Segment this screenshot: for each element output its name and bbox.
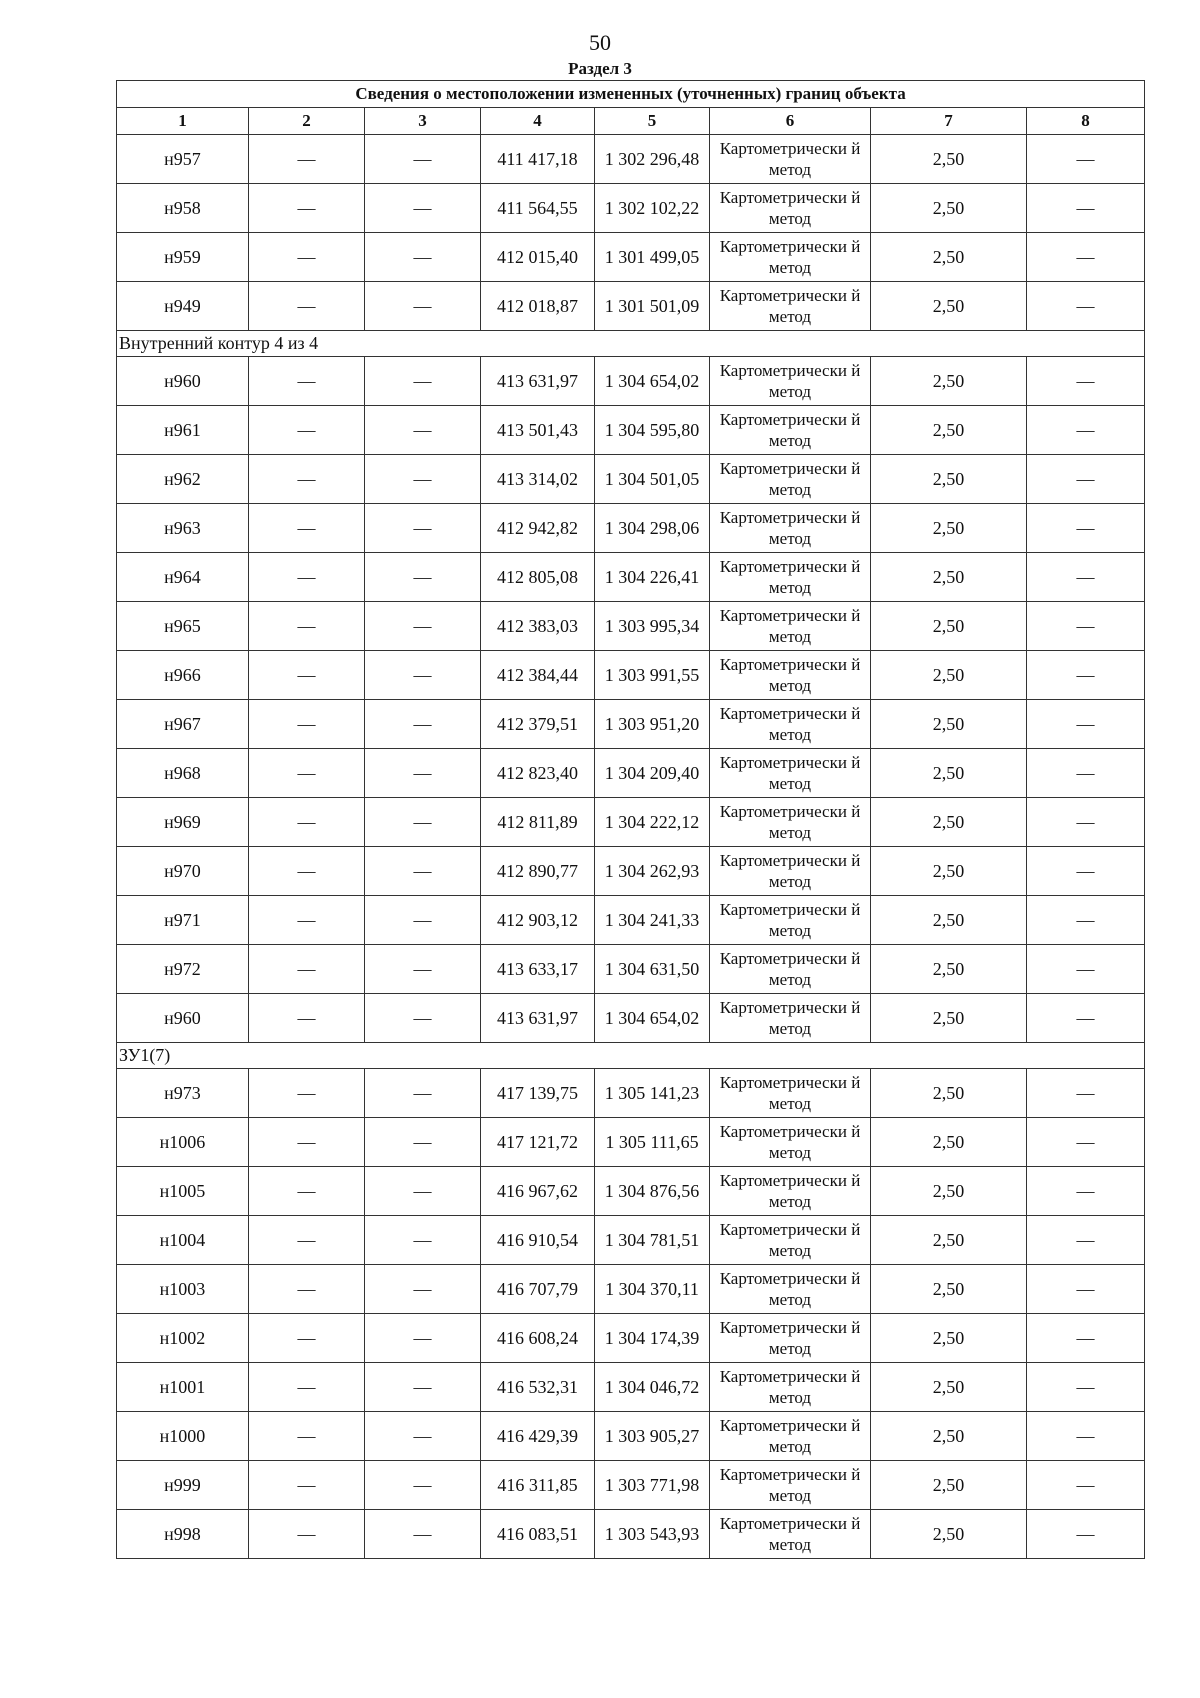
point-name: н964: [117, 553, 249, 602]
accuracy-cell: 2,50: [871, 700, 1027, 749]
method-cell: Картометрически й метод: [710, 847, 871, 896]
col-3-cell: —: [365, 135, 481, 184]
x-coordinate: 412 805,08: [481, 553, 595, 602]
table-row: [117, 1216, 1145, 1265]
x-coordinate: 413 631,97: [481, 357, 595, 406]
table-row: [117, 1118, 1145, 1167]
accuracy-cell: 2,50: [871, 1265, 1027, 1314]
col-8-cell: —: [1027, 282, 1145, 331]
col-8-cell: —: [1027, 602, 1145, 651]
table-row: [117, 233, 1145, 282]
table-row: [117, 406, 1145, 455]
col-3-cell: —: [365, 749, 481, 798]
point-name: н960: [117, 994, 249, 1043]
table-row: [117, 1069, 1145, 1118]
method-cell: Картометрически й метод: [710, 798, 871, 847]
x-coordinate: 412 018,87: [481, 282, 595, 331]
y-coordinate: 1 303 991,55: [595, 651, 710, 700]
y-coordinate: 1 302 296,48: [595, 135, 710, 184]
col-3-cell: —: [365, 1461, 481, 1510]
y-coordinate: 1 303 995,34: [595, 602, 710, 651]
x-coordinate: 412 823,40: [481, 749, 595, 798]
accuracy-cell: 2,50: [871, 406, 1027, 455]
accuracy-cell: 2,50: [871, 945, 1027, 994]
col-3-cell: —: [365, 945, 481, 994]
col-2-cell: —: [249, 233, 365, 282]
col-3-cell: —: [365, 1118, 481, 1167]
point-name: н1002: [117, 1314, 249, 1363]
col-2-cell: —: [249, 749, 365, 798]
point-name: н973: [117, 1069, 249, 1118]
x-coordinate: 416 707,79: [481, 1265, 595, 1314]
point-name: н1001: [117, 1363, 249, 1412]
col-3-cell: —: [365, 184, 481, 233]
y-coordinate: 1 304 046,72: [595, 1363, 710, 1412]
column-number-5: 5: [595, 108, 710, 135]
x-coordinate: 412 379,51: [481, 700, 595, 749]
method-cell: Картометрически й метод: [710, 1461, 871, 1510]
point-name: н1004: [117, 1216, 249, 1265]
method-cell: Картометрически й метод: [710, 135, 871, 184]
col-8-cell: —: [1027, 994, 1145, 1043]
method-cell: Картометрически й метод: [710, 1510, 871, 1559]
x-coordinate: 413 501,43: [481, 406, 595, 455]
col-2-cell: —: [249, 1216, 365, 1265]
contour-label: ЗУ1(7): [117, 1043, 1145, 1069]
x-coordinate: 412 903,12: [481, 896, 595, 945]
accuracy-cell: 2,50: [871, 602, 1027, 651]
y-coordinate: 1 304 241,33: [595, 896, 710, 945]
accuracy-cell: 2,50: [871, 1069, 1027, 1118]
x-coordinate: 416 910,54: [481, 1216, 595, 1265]
accuracy-cell: 2,50: [871, 651, 1027, 700]
accuracy-cell: 2,50: [871, 357, 1027, 406]
accuracy-cell: 2,50: [871, 1510, 1027, 1559]
accuracy-cell: 2,50: [871, 135, 1027, 184]
method-cell: Картометрически й метод: [710, 357, 871, 406]
col-3-cell: —: [365, 406, 481, 455]
col-8-cell: —: [1027, 896, 1145, 945]
col-3-cell: —: [365, 1314, 481, 1363]
y-coordinate: 1 303 543,93: [595, 1510, 710, 1559]
point-name: н963: [117, 504, 249, 553]
accuracy-cell: 2,50: [871, 1461, 1027, 1510]
col-8-cell: —: [1027, 553, 1145, 602]
accuracy-cell: 2,50: [871, 233, 1027, 282]
y-coordinate: 1 304 370,11: [595, 1265, 710, 1314]
x-coordinate: 416 608,24: [481, 1314, 595, 1363]
x-coordinate: 412 015,40: [481, 233, 595, 282]
col-3-cell: —: [365, 1363, 481, 1412]
col-2-cell: —: [249, 945, 365, 994]
method-cell: Картометрически й метод: [710, 945, 871, 994]
point-name: н999: [117, 1461, 249, 1510]
col-2-cell: —: [249, 406, 365, 455]
y-coordinate: 1 303 905,27: [595, 1412, 710, 1461]
x-coordinate: 411 564,55: [481, 184, 595, 233]
table-body: [117, 81, 1145, 1559]
method-cell: Картометрически й метод: [710, 651, 871, 700]
col-3-cell: —: [365, 282, 481, 331]
method-cell: Картометрически й метод: [710, 700, 871, 749]
y-coordinate: 1 304 501,05: [595, 455, 710, 504]
col-3-cell: —: [365, 1510, 481, 1559]
point-name: н962: [117, 455, 249, 504]
point-name: н949: [117, 282, 249, 331]
method-cell: Картометрически й метод: [710, 1216, 871, 1265]
y-coordinate: 1 305 111,65: [595, 1118, 710, 1167]
y-coordinate: 1 304 209,40: [595, 749, 710, 798]
method-cell: Картометрически й метод: [710, 994, 871, 1043]
method-cell: Картометрически й метод: [710, 504, 871, 553]
table-title: Сведения о местоположении измененных (уточненных) границ объекта: [117, 81, 1145, 108]
col-3-cell: —: [365, 553, 481, 602]
x-coordinate: 416 429,39: [481, 1412, 595, 1461]
col-8-cell: —: [1027, 233, 1145, 282]
col-3-cell: —: [365, 847, 481, 896]
y-coordinate: 1 304 595,80: [595, 406, 710, 455]
y-coordinate: 1 303 951,20: [595, 700, 710, 749]
col-2-cell: —: [249, 1510, 365, 1559]
y-coordinate: 1 305 141,23: [595, 1069, 710, 1118]
x-coordinate: 417 121,72: [481, 1118, 595, 1167]
col-3-cell: —: [365, 602, 481, 651]
x-coordinate: 412 384,44: [481, 651, 595, 700]
col-2-cell: —: [249, 602, 365, 651]
col-3-cell: —: [365, 357, 481, 406]
col-8-cell: —: [1027, 504, 1145, 553]
table-row: [117, 1314, 1145, 1363]
method-cell: Картометрически й метод: [710, 1069, 871, 1118]
x-coordinate: 416 967,62: [481, 1167, 595, 1216]
point-name: н968: [117, 749, 249, 798]
point-name: н971: [117, 896, 249, 945]
table-caption-row: [117, 81, 1145, 108]
y-coordinate: 1 304 631,50: [595, 945, 710, 994]
point-name: н961: [117, 406, 249, 455]
table-row: [117, 1461, 1145, 1510]
col-2-cell: —: [249, 1069, 365, 1118]
x-coordinate: 417 139,75: [481, 1069, 595, 1118]
col-3-cell: —: [365, 1216, 481, 1265]
coordinates-table: [116, 80, 1145, 1559]
table-row: [117, 504, 1145, 553]
x-coordinate: 413 314,02: [481, 455, 595, 504]
method-cell: Картометрически й метод: [710, 896, 871, 945]
method-cell: Картометрически й метод: [710, 602, 871, 651]
point-name: н1005: [117, 1167, 249, 1216]
col-3-cell: —: [365, 504, 481, 553]
point-name: н970: [117, 847, 249, 896]
accuracy-cell: 2,50: [871, 455, 1027, 504]
accuracy-cell: 2,50: [871, 1314, 1027, 1363]
table-row: [117, 357, 1145, 406]
accuracy-cell: 2,50: [871, 553, 1027, 602]
page-number: 50: [589, 30, 611, 55]
col-2-cell: —: [249, 896, 365, 945]
col-8-cell: —: [1027, 1314, 1145, 1363]
accuracy-cell: 2,50: [871, 749, 1027, 798]
point-name: н957: [117, 135, 249, 184]
col-8-cell: —: [1027, 1265, 1145, 1314]
column-number-2: 2: [249, 108, 365, 135]
y-coordinate: 1 302 102,22: [595, 184, 710, 233]
method-cell: Картометрически й метод: [710, 553, 871, 602]
accuracy-cell: 2,50: [871, 1167, 1027, 1216]
point-name: н969: [117, 798, 249, 847]
accuracy-cell: 2,50: [871, 184, 1027, 233]
col-8-cell: —: [1027, 798, 1145, 847]
column-number-3: 3: [365, 108, 481, 135]
table-row: [117, 135, 1145, 184]
col-8-cell: —: [1027, 945, 1145, 994]
table-row: [117, 1412, 1145, 1461]
col-8-cell: —: [1027, 357, 1145, 406]
col-2-cell: —: [249, 1461, 365, 1510]
method-cell: Картометрически й метод: [710, 1265, 871, 1314]
accuracy-cell: 2,50: [871, 798, 1027, 847]
point-name: н966: [117, 651, 249, 700]
col-8-cell: —: [1027, 749, 1145, 798]
y-coordinate: 1 304 876,56: [595, 1167, 710, 1216]
col-2-cell: —: [249, 994, 365, 1043]
point-name: н959: [117, 233, 249, 282]
table-row: [117, 896, 1145, 945]
col-2-cell: —: [249, 1363, 365, 1412]
point-name: н1006: [117, 1118, 249, 1167]
method-cell: Картометрически й метод: [710, 1412, 871, 1461]
column-number-6: 6: [710, 108, 871, 135]
col-8-cell: —: [1027, 135, 1145, 184]
point-name: н998: [117, 1510, 249, 1559]
col-2-cell: —: [249, 700, 365, 749]
column-number-row: [117, 108, 1145, 135]
x-coordinate: 416 083,51: [481, 1510, 595, 1559]
table-row: [117, 1265, 1145, 1314]
col-3-cell: —: [365, 1412, 481, 1461]
method-cell: Картометрически й метод: [710, 1363, 871, 1412]
table-row: [117, 282, 1145, 331]
col-8-cell: —: [1027, 455, 1145, 504]
col-2-cell: —: [249, 1167, 365, 1216]
col-3-cell: —: [365, 651, 481, 700]
table-row: [117, 700, 1145, 749]
y-coordinate: 1 304 222,12: [595, 798, 710, 847]
y-coordinate: 1 304 174,39: [595, 1314, 710, 1363]
accuracy-cell: 2,50: [871, 1412, 1027, 1461]
accuracy-cell: 2,50: [871, 504, 1027, 553]
point-name: н1000: [117, 1412, 249, 1461]
section-title: Раздел 3: [568, 59, 632, 78]
y-coordinate: 1 304 654,02: [595, 994, 710, 1043]
col-2-cell: —: [249, 1412, 365, 1461]
column-number-8: 8: [1027, 108, 1145, 135]
table-row: [117, 455, 1145, 504]
contour-label: Внутренний контур 4 из 4: [117, 331, 1145, 357]
table-row: [117, 1167, 1145, 1216]
accuracy-cell: 2,50: [871, 1216, 1027, 1265]
x-coordinate: 413 633,17: [481, 945, 595, 994]
table-row: [117, 1363, 1145, 1412]
col-3-cell: —: [365, 700, 481, 749]
col-2-cell: —: [249, 847, 365, 896]
point-name: н965: [117, 602, 249, 651]
col-3-cell: —: [365, 455, 481, 504]
col-3-cell: —: [365, 233, 481, 282]
accuracy-cell: 2,50: [871, 1118, 1027, 1167]
accuracy-cell: 2,50: [871, 896, 1027, 945]
column-number-7: 7: [871, 108, 1027, 135]
table-row: [117, 749, 1145, 798]
table-row: [117, 651, 1145, 700]
y-coordinate: 1 304 781,51: [595, 1216, 710, 1265]
method-cell: Картометрически й метод: [710, 1118, 871, 1167]
method-cell: Картометрически й метод: [710, 233, 871, 282]
method-cell: Картометрически й метод: [710, 184, 871, 233]
method-cell: Картометрически й метод: [710, 455, 871, 504]
col-3-cell: —: [365, 1167, 481, 1216]
col-2-cell: —: [249, 651, 365, 700]
col-2-cell: —: [249, 282, 365, 331]
table-row: [117, 945, 1145, 994]
col-2-cell: —: [249, 1265, 365, 1314]
point-name: н972: [117, 945, 249, 994]
contour-group-row: [117, 1043, 1145, 1069]
table-row: [117, 994, 1145, 1043]
col-8-cell: —: [1027, 1167, 1145, 1216]
col-8-cell: —: [1027, 406, 1145, 455]
y-coordinate: 1 304 298,06: [595, 504, 710, 553]
method-cell: Картометрически й метод: [710, 282, 871, 331]
col-3-cell: —: [365, 994, 481, 1043]
col-2-cell: —: [249, 504, 365, 553]
point-name: н967: [117, 700, 249, 749]
x-coordinate: 412 890,77: [481, 847, 595, 896]
col-8-cell: —: [1027, 1118, 1145, 1167]
point-name: н958: [117, 184, 249, 233]
col-8-cell: —: [1027, 1412, 1145, 1461]
x-coordinate: 413 631,97: [481, 994, 595, 1043]
y-coordinate: 1 301 501,09: [595, 282, 710, 331]
x-coordinate: 412 383,03: [481, 602, 595, 651]
col-8-cell: —: [1027, 184, 1145, 233]
table-row: [117, 184, 1145, 233]
accuracy-cell: 2,50: [871, 994, 1027, 1043]
col-8-cell: —: [1027, 1510, 1145, 1559]
method-cell: Картометрически й метод: [710, 1314, 871, 1363]
y-coordinate: 1 301 499,05: [595, 233, 710, 282]
col-2-cell: —: [249, 184, 365, 233]
y-coordinate: 1 304 654,02: [595, 357, 710, 406]
x-coordinate: 416 311,85: [481, 1461, 595, 1510]
col-3-cell: —: [365, 798, 481, 847]
col-8-cell: —: [1027, 651, 1145, 700]
method-cell: Картометрически й метод: [710, 406, 871, 455]
y-coordinate: 1 304 262,93: [595, 847, 710, 896]
col-2-cell: —: [249, 357, 365, 406]
table-row: [117, 553, 1145, 602]
col-3-cell: —: [365, 1069, 481, 1118]
method-cell: Картометрически й метод: [710, 749, 871, 798]
col-3-cell: —: [365, 1265, 481, 1314]
contour-group-row: [117, 331, 1145, 357]
col-8-cell: —: [1027, 1461, 1145, 1510]
table-row: [117, 602, 1145, 651]
x-coordinate: 411 417,18: [481, 135, 595, 184]
col-8-cell: —: [1027, 1216, 1145, 1265]
col-2-cell: —: [249, 553, 365, 602]
x-coordinate: 412 811,89: [481, 798, 595, 847]
accuracy-cell: 2,50: [871, 1363, 1027, 1412]
column-number-4: 4: [481, 108, 595, 135]
col-2-cell: —: [249, 135, 365, 184]
table-row: [117, 1510, 1145, 1559]
col-2-cell: —: [249, 1314, 365, 1363]
accuracy-cell: 2,50: [871, 847, 1027, 896]
accuracy-cell: 2,50: [871, 282, 1027, 331]
col-2-cell: —: [249, 455, 365, 504]
col-8-cell: —: [1027, 1069, 1145, 1118]
col-2-cell: —: [249, 798, 365, 847]
point-name: н960: [117, 357, 249, 406]
method-cell: Картометрически й метод: [710, 1167, 871, 1216]
col-2-cell: —: [249, 1118, 365, 1167]
point-name: н1003: [117, 1265, 249, 1314]
col-3-cell: —: [365, 896, 481, 945]
x-coordinate: 412 942,82: [481, 504, 595, 553]
y-coordinate: 1 303 771,98: [595, 1461, 710, 1510]
col-8-cell: —: [1027, 1363, 1145, 1412]
x-coordinate: 416 532,31: [481, 1363, 595, 1412]
table-row: [117, 798, 1145, 847]
y-coordinate: 1 304 226,41: [595, 553, 710, 602]
table-row: [117, 847, 1145, 896]
col-8-cell: —: [1027, 847, 1145, 896]
col-8-cell: —: [1027, 700, 1145, 749]
column-number-1: 1: [117, 108, 249, 135]
